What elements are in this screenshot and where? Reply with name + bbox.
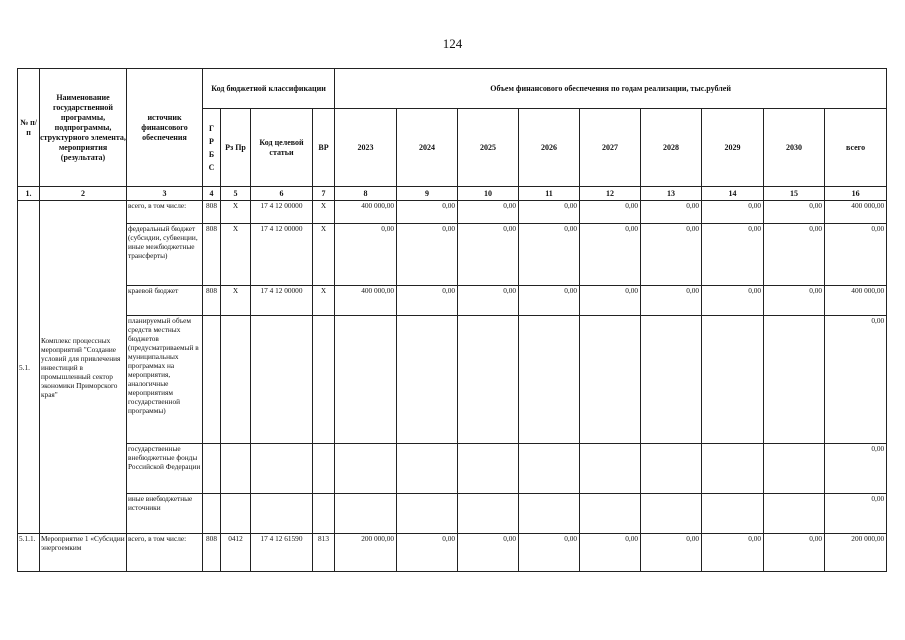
grbs-code: 808 <box>203 201 221 224</box>
col-index: 12 <box>580 187 641 201</box>
target-article-code: 17 4 12 61590 <box>251 534 313 572</box>
page-number: 124 <box>442 36 463 51</box>
year-value: 200 000,00 <box>335 534 397 572</box>
year-value: 0,00 <box>458 224 519 286</box>
year-value: 0,00 <box>580 534 641 572</box>
year-value <box>764 444 825 494</box>
year-value: 0,00 <box>397 286 458 316</box>
year-value: 400 000,00 <box>335 201 397 224</box>
year-value: 0,00 <box>641 201 702 224</box>
year-value <box>702 494 764 534</box>
table-row <box>18 286 887 316</box>
year-value <box>397 494 458 534</box>
year-value <box>702 444 764 494</box>
year-value: 0,00 <box>702 201 764 224</box>
target-article-code: 17 4 12 00000 <box>251 286 313 316</box>
target-article-code <box>251 494 313 534</box>
total-value: 0,00 <box>825 316 887 444</box>
section-name: Мероприятие 1 «Субсидии энергоемким <box>40 534 127 572</box>
year-value <box>641 316 702 444</box>
header-year: 2023 <box>335 109 397 187</box>
vr-code <box>313 444 335 494</box>
funding-source: иные внебюджетные источники <box>127 494 203 534</box>
table-row <box>18 224 887 286</box>
year-value: 0,00 <box>764 224 825 286</box>
col-index: 3 <box>127 187 203 201</box>
year-value: 0,00 <box>519 286 580 316</box>
rzpr-code: 0412 <box>221 534 251 572</box>
year-value <box>397 316 458 444</box>
total-value: 0,00 <box>825 444 887 494</box>
vr-code <box>313 494 335 534</box>
year-value <box>335 316 397 444</box>
year-value: 0,00 <box>397 201 458 224</box>
rzpr-code <box>221 444 251 494</box>
year-value: 0,00 <box>641 286 702 316</box>
table-row <box>18 494 887 534</box>
year-value: 0,00 <box>702 286 764 316</box>
table-row <box>18 444 887 494</box>
section-number: 5.1.1. <box>18 534 40 572</box>
year-value: 0,00 <box>335 224 397 286</box>
year-value: 0,00 <box>397 534 458 572</box>
total-value: 0,00 <box>825 494 887 534</box>
grbs-code: 808 <box>203 224 221 286</box>
target-article-code: 17 4 12 00000 <box>251 201 313 224</box>
year-value: 0,00 <box>519 224 580 286</box>
year-value: 0,00 <box>580 286 641 316</box>
vr-code: 813 <box>313 534 335 572</box>
year-value <box>335 444 397 494</box>
total-value: 0,00 <box>825 224 887 286</box>
year-value <box>580 494 641 534</box>
header-year: 2030 <box>764 109 825 187</box>
grbs-code <box>203 316 221 444</box>
col-index: 1. <box>18 187 40 201</box>
year-value <box>458 494 519 534</box>
year-value: 0,00 <box>764 534 825 572</box>
col-index: 14 <box>702 187 764 201</box>
grbs-code: 808 <box>203 286 221 316</box>
funding-source: планируемый объем средств местных бюджетов (предусматриваемый в муниципальных программах на мероприятия, аналогичные мероприятиям государственной программы) <box>127 316 203 444</box>
header-budget-code: Код бюджетной классификации <box>203 69 335 109</box>
vr-code: Х <box>313 201 335 224</box>
year-value <box>519 494 580 534</box>
budget-table <box>17 68 887 572</box>
col-index: 7 <box>313 187 335 201</box>
funding-source: всего, в том числе: <box>127 534 203 572</box>
year-value <box>458 316 519 444</box>
vr-code: Х <box>313 224 335 286</box>
header-year: 2029 <box>702 109 764 187</box>
year-value <box>519 444 580 494</box>
header-num: № п/п <box>18 69 40 187</box>
funding-source: государственные внебюджетные фонды Российской Федерации <box>127 444 203 494</box>
col-index: 13 <box>641 187 702 201</box>
table-row <box>18 201 887 224</box>
year-value: 0,00 <box>764 201 825 224</box>
header-vr: ВР <box>313 109 335 187</box>
year-value: 0,00 <box>397 224 458 286</box>
year-value: 0,00 <box>458 534 519 572</box>
year-value <box>641 444 702 494</box>
header-rzpr: Рз Пр <box>221 109 251 187</box>
year-value: 0,00 <box>641 534 702 572</box>
target-article-code <box>251 444 313 494</box>
grbs-code <box>203 494 221 534</box>
header-source: источник финансового обеспечения <box>127 69 203 187</box>
year-value <box>641 494 702 534</box>
grbs-code <box>203 444 221 494</box>
year-value: 0,00 <box>519 201 580 224</box>
vr-code: Х <box>313 286 335 316</box>
rzpr-code: Х <box>221 286 251 316</box>
total-value: 400 000,00 <box>825 286 887 316</box>
year-value: 0,00 <box>458 201 519 224</box>
table-row <box>18 316 887 444</box>
year-value: 0,00 <box>764 286 825 316</box>
header-year: 2028 <box>641 109 702 187</box>
col-index: 10 <box>458 187 519 201</box>
rzpr-code <box>221 494 251 534</box>
rzpr-code: Х <box>221 224 251 286</box>
header-year: 2027 <box>580 109 641 187</box>
col-index: 9 <box>397 187 458 201</box>
total-value: 400 000,00 <box>825 201 887 224</box>
header-total: всего <box>825 109 887 187</box>
year-value: 0,00 <box>702 224 764 286</box>
table-row <box>18 534 887 572</box>
year-value: 400 000,00 <box>335 286 397 316</box>
year-value: 0,00 <box>458 286 519 316</box>
col-index: 5 <box>221 187 251 201</box>
header-year: 2024 <box>397 109 458 187</box>
grbs-code: 808 <box>203 534 221 572</box>
header-kcs: Код целевой статьи <box>251 109 313 187</box>
year-value <box>458 444 519 494</box>
rzpr-code <box>221 316 251 444</box>
header-year: 2025 <box>458 109 519 187</box>
col-index: 15 <box>764 187 825 201</box>
year-value <box>764 494 825 534</box>
total-value: 200 000,00 <box>825 534 887 572</box>
header-year: 2026 <box>519 109 580 187</box>
year-value: 0,00 <box>519 534 580 572</box>
header-grbs: Г Р Б С <box>203 109 221 187</box>
rzpr-code: Х <box>221 201 251 224</box>
header-name: Наименование государственной программы, подпрограммы, структурного элемента, мероприятия (результата) <box>40 69 127 187</box>
year-value <box>580 316 641 444</box>
vr-code <box>313 316 335 444</box>
target-article-code <box>251 316 313 444</box>
year-value <box>519 316 580 444</box>
section-number: 5.1. <box>18 201 40 534</box>
year-value <box>702 316 764 444</box>
col-index: 6 <box>251 187 313 201</box>
col-index: 8 <box>335 187 397 201</box>
year-value <box>335 494 397 534</box>
col-index: 4 <box>203 187 221 201</box>
year-value: 0,00 <box>641 224 702 286</box>
target-article-code: 17 4 12 00000 <box>251 224 313 286</box>
funding-source: федеральный бюджет (субсидии, субвенции, иные межбюджетные трансферты) <box>127 224 203 286</box>
col-index: 11 <box>519 187 580 201</box>
col-index: 16 <box>825 187 887 201</box>
year-value: 0,00 <box>580 224 641 286</box>
year-value <box>764 316 825 444</box>
funding-source: всего, в том числе: <box>127 201 203 224</box>
header-financing: Объем финансового обеспечения по годам реализации, тыс.рублей <box>335 69 887 109</box>
funding-source: краевой бюджет <box>127 286 203 316</box>
year-value: 0,00 <box>580 201 641 224</box>
year-value <box>397 444 458 494</box>
section-name: Комплекс процессных мероприятий "Создание условий для привлечения инвестиций в промышленный сектор экономики Приморского края" <box>40 201 127 534</box>
column-index-row <box>18 187 887 201</box>
year-value: 0,00 <box>702 534 764 572</box>
col-index: 2 <box>40 187 127 201</box>
year-value <box>580 444 641 494</box>
